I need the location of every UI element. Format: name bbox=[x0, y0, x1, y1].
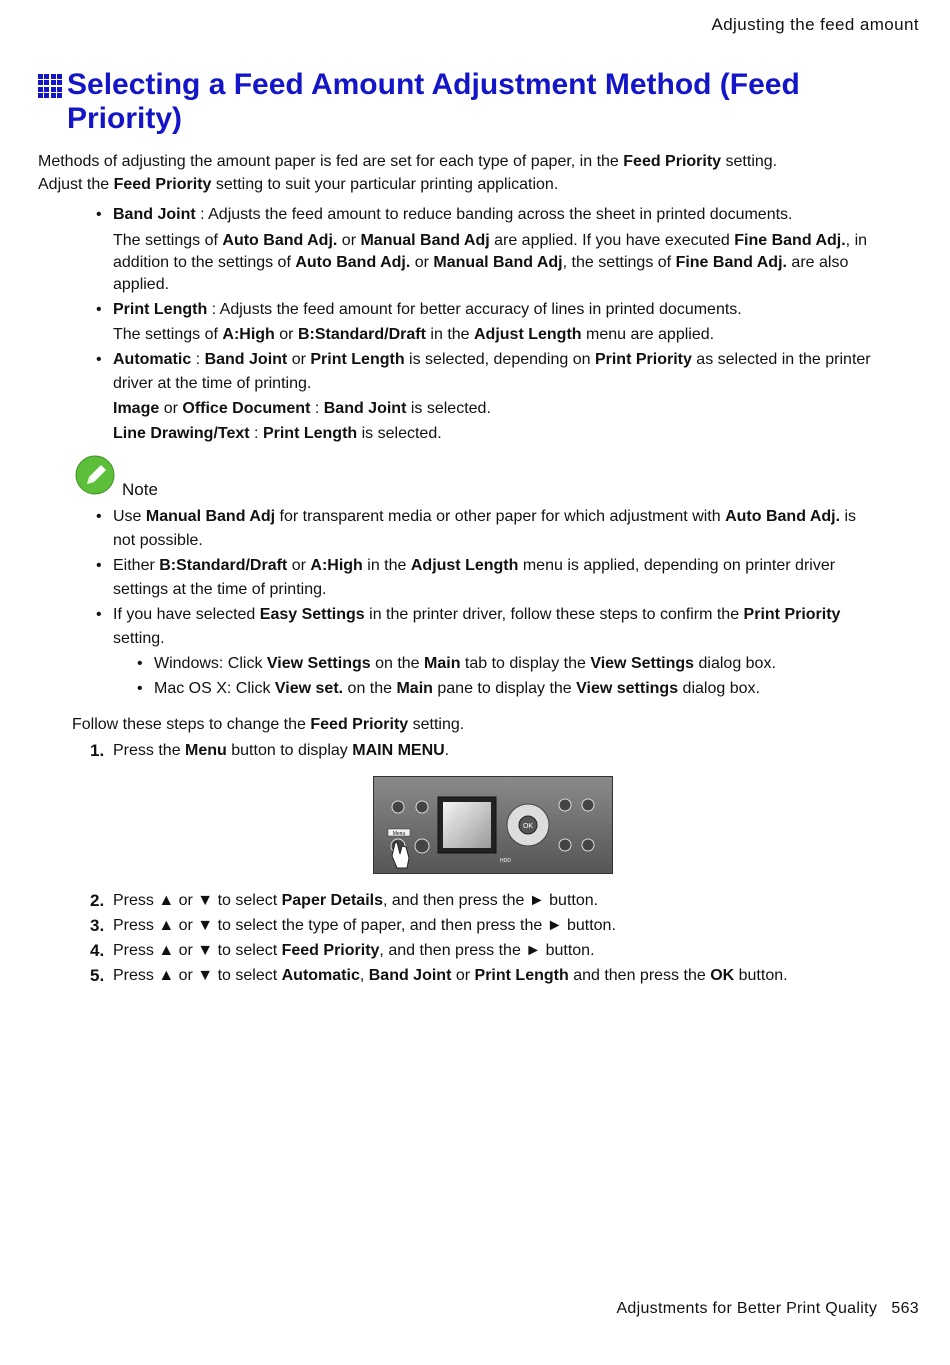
note-list bbox=[113, 505, 873, 700]
section-title bbox=[38, 68, 898, 136]
intro-paragraph: Methods of adjusting the amount paper is fed are set for each type of paper, in the Feed Priority setting. Adjust the Feed Priority setting to suit your particular printing application. bbox=[38, 153, 778, 193]
hdd-label: HDD bbox=[500, 858, 511, 864]
steps-list-1 bbox=[90, 738, 890, 763]
note-pencil-icon bbox=[75, 455, 115, 495]
section-grid-icon bbox=[38, 74, 62, 98]
list-item-automatic: • Automatic : Band Joint or Print Length is selected, depending on Print Priority as selected in the printer driver at the time of printing. Image or Office Document : Band Joint is selected. Line Drawing/Text : Print Length is selected. bbox=[113, 348, 873, 446]
control-panel-image bbox=[373, 776, 613, 874]
note-label: Note bbox=[122, 480, 158, 499]
footer-section: Adjustments for Better Print Quality bbox=[616, 1300, 878, 1317]
steps-intro: Follow these steps to change the Feed Priority setting. bbox=[72, 716, 465, 733]
ok-button-label: OK bbox=[522, 823, 534, 830]
steps-list-2 bbox=[90, 888, 890, 988]
step-item: 2. Press ▲ or ▼ to select Paper Details, and then press the ► button. bbox=[90, 891, 599, 910]
note-item: • Use Manual Band Adj for transparent media or other paper for which adjustment with Auto Band Adj. is not possible. bbox=[113, 505, 873, 553]
list-item-print-length: • Print Length : Adjusts the feed amount for better accuracy of lines in printed documents. The settings of A:High or B:Standard/Draft in the Adjust Length menu are applied. bbox=[113, 298, 873, 347]
page-title: Selecting a Feed Amount Adjustment Method (Feed Priority) bbox=[67, 68, 800, 135]
note-sublist bbox=[154, 652, 874, 701]
step-item: 4. Press ▲ or ▼ to select Feed Priority, and then press the ► button. bbox=[90, 941, 595, 960]
method-list bbox=[113, 203, 873, 446]
note-subitem-mac: • Mac OS X: Click View set. on the Main pane to display the View settings dialog box. bbox=[154, 677, 874, 701]
page-footer bbox=[616, 1300, 919, 1318]
page-number: 563 bbox=[891, 1300, 919, 1317]
step-item: 5. Press ▲ or ▼ to select Automatic, Band Joint or Print Length and then press the OK button. bbox=[90, 966, 788, 985]
note-item: • If you have selected Easy Settings in the printer driver, follow these steps to confirm the Print Priority setting. • Windows: Click View Settings on the Main tab to display the View Settings dialog box. • Mac OS X: Click View set. on the Main pane to display the View settings dialog box. bbox=[113, 603, 873, 700]
step-item: 3. Press ▲ or ▼ to select the type of paper, and then press the ► button. bbox=[90, 916, 616, 935]
menu-button-label: Menu bbox=[392, 831, 406, 837]
note-item: • Either B:Standard/Draft or A:High in the Adjust Length menu is applied, depending on printer driver settings at the time of printing. bbox=[113, 554, 873, 602]
running-header: Adjusting the feed amount bbox=[711, 15, 919, 34]
step-item: 1. Press the Menu button to display MAIN MENU. bbox=[90, 741, 450, 760]
note-subitem-windows: • Windows: Click View Settings on the Main tab to display the View Settings dialog box. bbox=[154, 652, 874, 676]
list-item-band-joint: • Band Joint : Adjusts the feed amount to reduce banding across the sheet in printed documents. The settings of Auto Band Adj. or Manual Band Adj are applied. If you have executed Fine Band Adj., in addition to the settings of Auto Band Adj. or Manual Band Adj, the settings of Fine Band Adj. are also applied. bbox=[113, 203, 873, 296]
